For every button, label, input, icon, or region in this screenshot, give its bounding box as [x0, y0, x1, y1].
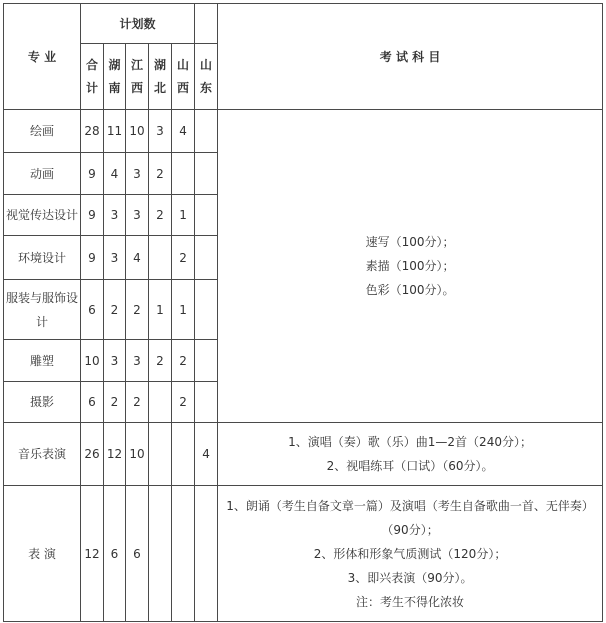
count-shanxi — [172, 423, 195, 486]
count-shandong — [195, 382, 218, 423]
count-total: 26 — [81, 423, 104, 486]
count-hunan: 3 — [104, 340, 126, 382]
count-shandong — [195, 486, 218, 622]
count-total: 28 — [81, 110, 104, 153]
count-hubei — [149, 486, 172, 622]
major-cell: 视觉传达设计 — [4, 195, 81, 236]
major-cell: 动画 — [4, 153, 81, 195]
count-shanxi: 1 — [172, 280, 195, 340]
count-hubei — [149, 236, 172, 280]
count-shanxi: 1 — [172, 195, 195, 236]
major-cell: 摄影 — [4, 382, 81, 423]
count-hunan: 2 — [104, 382, 126, 423]
count-jiangxi: 3 — [126, 153, 149, 195]
count-shandong — [195, 280, 218, 340]
count-hunan: 6 — [104, 486, 126, 622]
count-shanxi: 4 — [172, 110, 195, 153]
major-cell: 音乐表演 — [4, 423, 81, 486]
enrollment-plan-table — [3, 3, 603, 622]
count-hunan: 11 — [104, 110, 126, 153]
header-plan: 计划数 — [81, 4, 195, 44]
header-major: 专 业 — [4, 4, 81, 110]
count-jiangxi: 2 — [126, 382, 149, 423]
count-total: 12 — [81, 486, 104, 622]
exam-subjects-music: 1、演唱（奏）歌（乐）曲1—2首（240分）； 2、视唱练耳（口试）（60分）。 — [218, 423, 603, 486]
count-jiangxi: 10 — [126, 423, 149, 486]
header-hubei: 湖 北 — [149, 44, 172, 110]
count-hubei — [149, 382, 172, 423]
count-hubei: 2 — [149, 153, 172, 195]
count-shandong — [195, 340, 218, 382]
count-hunan: 3 — [104, 195, 126, 236]
major-cell: 服装与服饰设计 — [4, 280, 81, 340]
count-hubei — [149, 423, 172, 486]
major-cell: 雕塑 — [4, 340, 81, 382]
count-total: 9 — [81, 236, 104, 280]
count-hunan: 3 — [104, 236, 126, 280]
count-shanxi: 2 — [172, 340, 195, 382]
count-hubei: 1 — [149, 280, 172, 340]
table-row — [4, 110, 603, 153]
header-hunan: 湖 南 — [104, 44, 126, 110]
major-cell: 环境设计 — [4, 236, 81, 280]
count-total: 6 — [81, 280, 104, 340]
count-hunan: 2 — [104, 280, 126, 340]
table-row — [4, 486, 603, 622]
header-shandong: 山 东 — [195, 44, 218, 110]
count-jiangxi: 2 — [126, 280, 149, 340]
count-jiangxi: 10 — [126, 110, 149, 153]
count-shandong — [195, 153, 218, 195]
count-total: 9 — [81, 195, 104, 236]
header-total: 合 计 — [81, 44, 104, 110]
count-shandong — [195, 236, 218, 280]
header-jiangxi: 江 西 — [126, 44, 149, 110]
count-hunan: 12 — [104, 423, 126, 486]
count-jiangxi: 4 — [126, 236, 149, 280]
table-row — [4, 423, 603, 486]
count-total: 10 — [81, 340, 104, 382]
exam-subjects-art: 速写（100分）； 素描（100分）； 色彩（100分）。 — [218, 110, 603, 423]
count-hubei: 2 — [149, 340, 172, 382]
header-exam: 考 试 科 目 — [218, 4, 603, 110]
count-jiangxi: 3 — [126, 195, 149, 236]
count-hubei: 3 — [149, 110, 172, 153]
count-jiangxi: 6 — [126, 486, 149, 622]
major-cell: 绘画 — [4, 110, 81, 153]
count-total: 6 — [81, 382, 104, 423]
count-shanxi: 2 — [172, 236, 195, 280]
header-shanxi: 山 西 — [172, 44, 195, 110]
count-jiangxi: 3 — [126, 340, 149, 382]
count-total: 9 — [81, 153, 104, 195]
count-shanxi: 2 — [172, 382, 195, 423]
count-shanxi — [172, 153, 195, 195]
count-shandong — [195, 195, 218, 236]
count-shandong — [195, 110, 218, 153]
count-shandong: 4 — [195, 423, 218, 486]
header-spacer — [195, 4, 218, 44]
major-cell: 表 演 — [4, 486, 81, 622]
count-hubei: 2 — [149, 195, 172, 236]
count-hunan: 4 — [104, 153, 126, 195]
exam-subjects-acting: 1、朗诵（考生自备文章一篇）及演唱（考生自备歌曲一首、无伴奏） （90分）； 2、形体和形象气质测试（120分）； 3、即兴表演（90分）。 注：考生不得化浓妆 — [218, 486, 603, 622]
count-shanxi — [172, 486, 195, 622]
